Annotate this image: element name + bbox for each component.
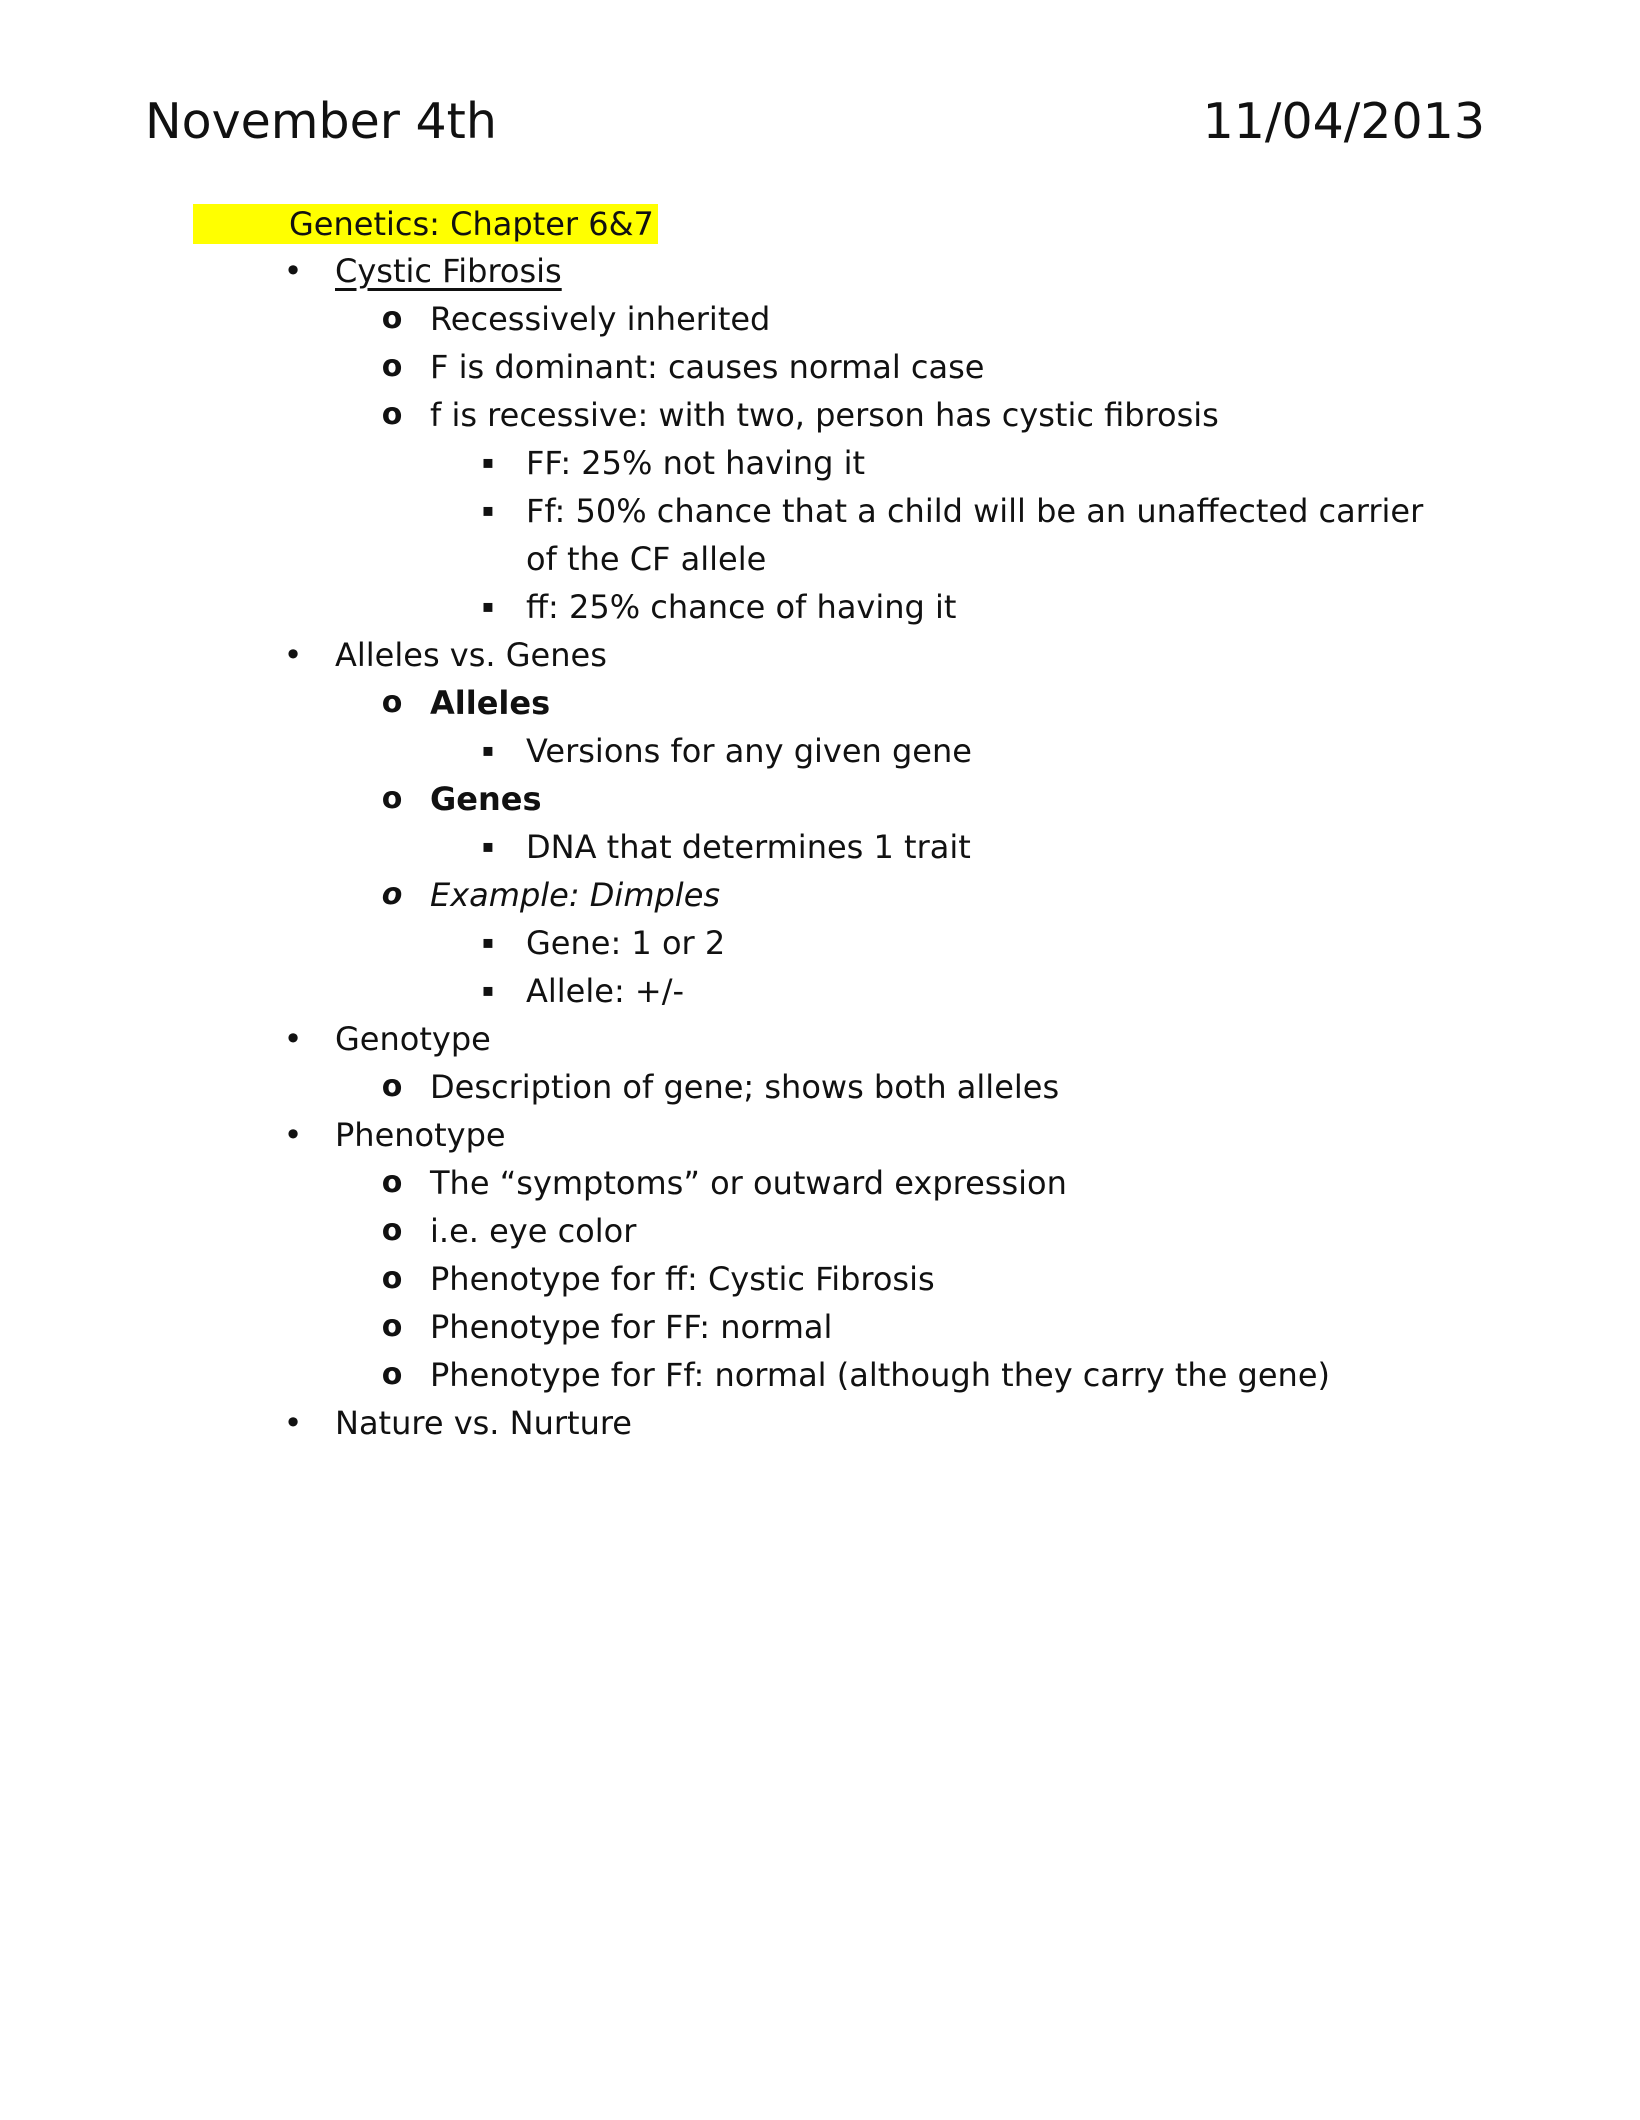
outline-item: Genes [430, 780, 542, 818]
circle-bullet-icon: o [381, 685, 403, 720]
outline-item: Example: Dimples [430, 876, 721, 914]
bullet-icon: • [283, 1020, 303, 1058]
square-bullet-icon: ▪ [481, 980, 495, 1001]
outline-alleles-vs-genes: Alleles vs. Genes [335, 636, 607, 674]
circle-bullet-icon: o [381, 301, 403, 336]
square-bullet-icon: ▪ [481, 452, 495, 473]
topic-heading [193, 200, 658, 248]
bullet-icon: • [283, 252, 303, 290]
outline-item: f is recessive: with two, person has cystic fibrosis [430, 396, 1219, 434]
outline-item: Recessively inherited [430, 300, 771, 338]
square-bullet-icon: ▪ [481, 836, 495, 857]
square-bullet-icon: ▪ [481, 740, 495, 761]
outline-item: Alleles [430, 684, 551, 722]
outline-cystic-fibrosis: Cystic Fibrosis [335, 252, 562, 290]
circle-bullet-icon: o [381, 1165, 403, 1200]
bullet-icon: • [283, 1116, 303, 1154]
outline-subitem: Allele: +/- [526, 972, 685, 1010]
circle-bullet-icon: o [381, 1309, 403, 1344]
outline-subitem: Ff: 50% chance that a child will be an unaffected carrier [526, 492, 1424, 530]
outline-subitem: FF: 25% not having it [526, 444, 866, 482]
topic-marker-icon [193, 204, 289, 244]
circle-bullet-icon: o [381, 1213, 403, 1248]
circle-bullet-icon: o [381, 349, 403, 384]
bullet-icon: • [283, 636, 303, 674]
outline-genotype: Genotype [335, 1020, 491, 1058]
outline-subitem: DNA that determines 1 trait [526, 828, 971, 866]
circle-bullet-icon: o [381, 1069, 403, 1104]
page-date: 11/04/2013 [1202, 93, 1485, 150]
outline-item: Phenotype for ff: Cystic Fibrosis [430, 1260, 935, 1298]
square-bullet-icon: ▪ [481, 500, 495, 521]
circle-bullet-icon: o [381, 1261, 403, 1296]
outline-subitem: Gene: 1 or 2 [526, 924, 726, 962]
outline-subitem-continuation: of the CF allele [526, 540, 767, 578]
outline-subitem: Versions for any given gene [526, 732, 972, 770]
circle-bullet-icon: o [381, 397, 403, 432]
outline-item: Phenotype for FF: normal [430, 1308, 833, 1346]
square-bullet-icon: ▪ [481, 932, 495, 953]
outline-item: i.e. eye color [430, 1212, 637, 1250]
outline-item: The “symptoms” or outward expression [430, 1164, 1067, 1202]
outline-subitem: ff: 25% chance of having it [526, 588, 957, 626]
page-title: November 4th [145, 93, 497, 150]
outline-phenotype: Phenotype [335, 1116, 506, 1154]
outline-item: Description of gene; shows both alleles [430, 1068, 1060, 1106]
circle-bullet-icon: o [381, 877, 403, 912]
square-bullet-icon: ▪ [481, 596, 495, 617]
topic-text: Genetics: Chapter 6&7 [289, 204, 658, 244]
outline-item: Phenotype for Ff: normal (although they carry the gene) [430, 1356, 1330, 1394]
bullet-icon: • [283, 1404, 303, 1442]
outline-nature-vs-nurture: Nature vs. Nurture [335, 1404, 632, 1442]
outline-item: F is dominant: causes normal case [430, 348, 985, 386]
circle-bullet-icon: o [381, 781, 403, 816]
circle-bullet-icon: o [381, 1357, 403, 1392]
